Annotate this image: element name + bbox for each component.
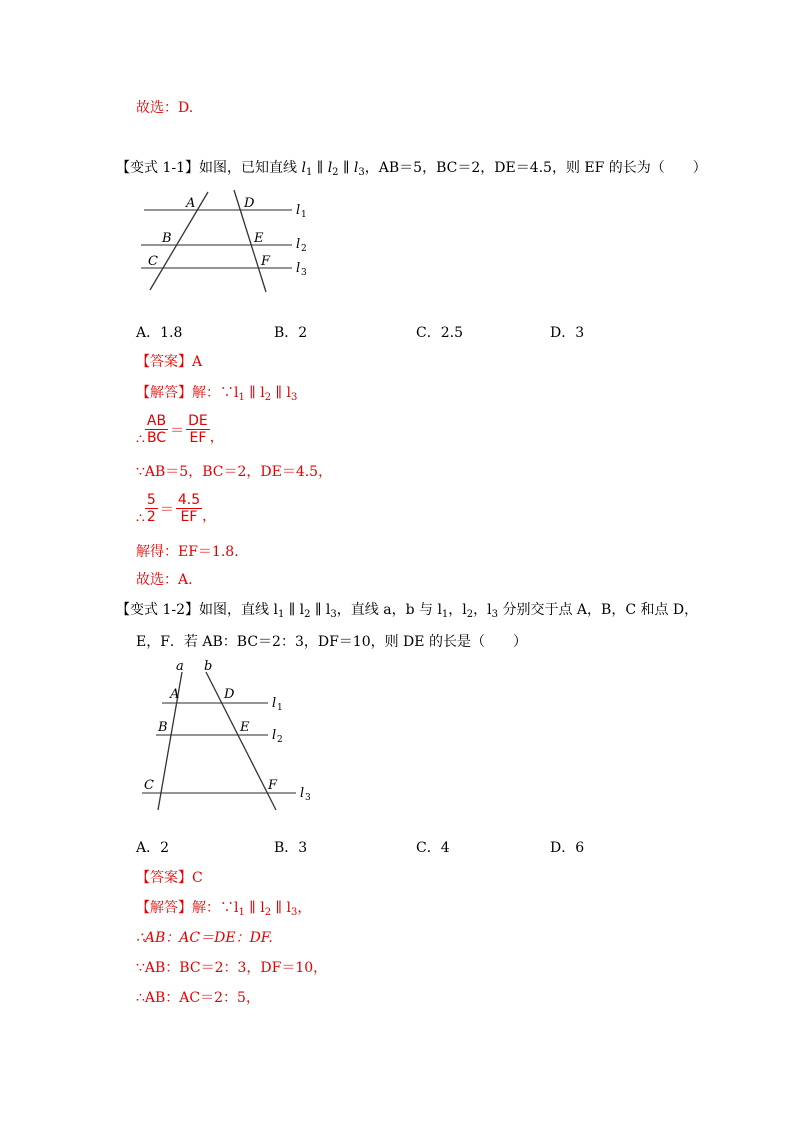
choice-b[interactable]: B．3 <box>274 840 308 856</box>
choice-c[interactable]: C．4 <box>416 840 450 856</box>
label-E: E <box>240 720 250 735</box>
figure-1-1 <box>136 188 316 293</box>
label-l1: l <box>272 696 277 711</box>
label-l2: l <box>272 728 277 743</box>
choice-c[interactable]: C．2.5 <box>416 325 463 341</box>
label-C: C <box>144 778 154 793</box>
label-l3: l <box>300 786 305 801</box>
label-l1-sub: 1 <box>301 210 307 220</box>
label-l2-sub: 2 <box>301 244 307 254</box>
label-B: B <box>158 720 168 735</box>
final-choice-1-1: 故选：A. <box>136 572 193 588</box>
choice-a[interactable]: A．1.8 <box>136 325 183 341</box>
question-1-1-stem: 【变式 1-1】如图，已知直线 $l_1$ ∥ $l_2$ ∥ $l_3$，AB＝5，BC＝2，DE＝4.5，则 EF 的长为（ ） <box>116 160 707 178</box>
given-values: ∵AB＝5，BC＝2，DE＝4.5， <box>136 464 333 480</box>
label-F: F <box>261 254 271 269</box>
choice-d[interactable]: D．6 <box>550 840 585 856</box>
label-A: A <box>186 196 196 211</box>
label-C: C <box>148 254 158 269</box>
question-tag: 【变式 1-1】 <box>116 160 199 176</box>
label-D: D <box>224 687 235 702</box>
label-b: b <box>204 659 213 674</box>
question-1-2-stem-line2: E，F．若 AB：BC＝2：3，DF＝10，则 DE 的长是（ ） <box>136 634 527 650</box>
solution-1-2-step-3: ∴AB：AC＝2：5， <box>136 990 260 1006</box>
label-D: D <box>244 196 255 211</box>
label-l1: l <box>296 203 301 218</box>
fraction-equation-1: ∴ $\frac{AB}{BC}$ ＝ $\frac{DE}{EF}$ ， <box>136 413 224 448</box>
answer-1-1: 【答案】A <box>136 354 203 370</box>
label-l1-sub: 1 <box>277 703 283 713</box>
choice-a[interactable]: A．2 <box>136 840 170 856</box>
label-a: a <box>176 659 184 674</box>
choice-b[interactable]: B．2 <box>274 325 308 341</box>
question-1-2-stem-line1: 【变式 1-2】如图，直线 $l_1$ ∥ $l_2$ ∥ $l_3$，直线 a，b 与 $l_1$，$l_2$，$l_3$ 分别交于点 A，B，C 和点 D， <box>116 602 699 620</box>
result-1-1: 解得：EF＝1.8. <box>136 544 239 560</box>
label-l2-sub: 2 <box>277 735 283 745</box>
label-l3-sub: 3 <box>305 793 311 803</box>
fraction-equation-2: ∴ $\frac{5}{2}$ ＝ $\frac{4.5}{EF}$ ， <box>136 492 217 527</box>
solution-1-2-step-1: ∴AB：AC＝DE：DF. <box>136 930 273 946</box>
figure-1-2 <box>136 658 326 816</box>
answer-1-2: 【答案】C <box>136 870 203 886</box>
question-tag: 【变式 1-2】 <box>116 602 199 618</box>
solution-1-2-step-2: ∵AB：BC＝2：3，DF＝10， <box>136 960 328 976</box>
label-l2: l <box>296 237 301 252</box>
label-A: A <box>170 687 180 702</box>
label-E: E <box>254 231 264 246</box>
label-F: F <box>268 778 278 793</box>
choice-d[interactable]: D．3 <box>550 325 585 341</box>
solution-1-2-head: 【解答】解：$\because l_1$ ∥ $l_2$ ∥ $l_3$， <box>136 900 312 918</box>
line-b <box>206 672 276 810</box>
label-B: B <box>162 231 172 246</box>
label-l3-sub: 3 <box>301 268 307 278</box>
final-choice-previous: 故选：D. <box>136 100 194 116</box>
transversal-left <box>150 192 208 290</box>
solution-1-1-head: 【解答】解：$\because l_1$ ∥ $l_2$ ∥ $l_3$ <box>136 385 298 403</box>
label-l3: l <box>296 261 301 276</box>
